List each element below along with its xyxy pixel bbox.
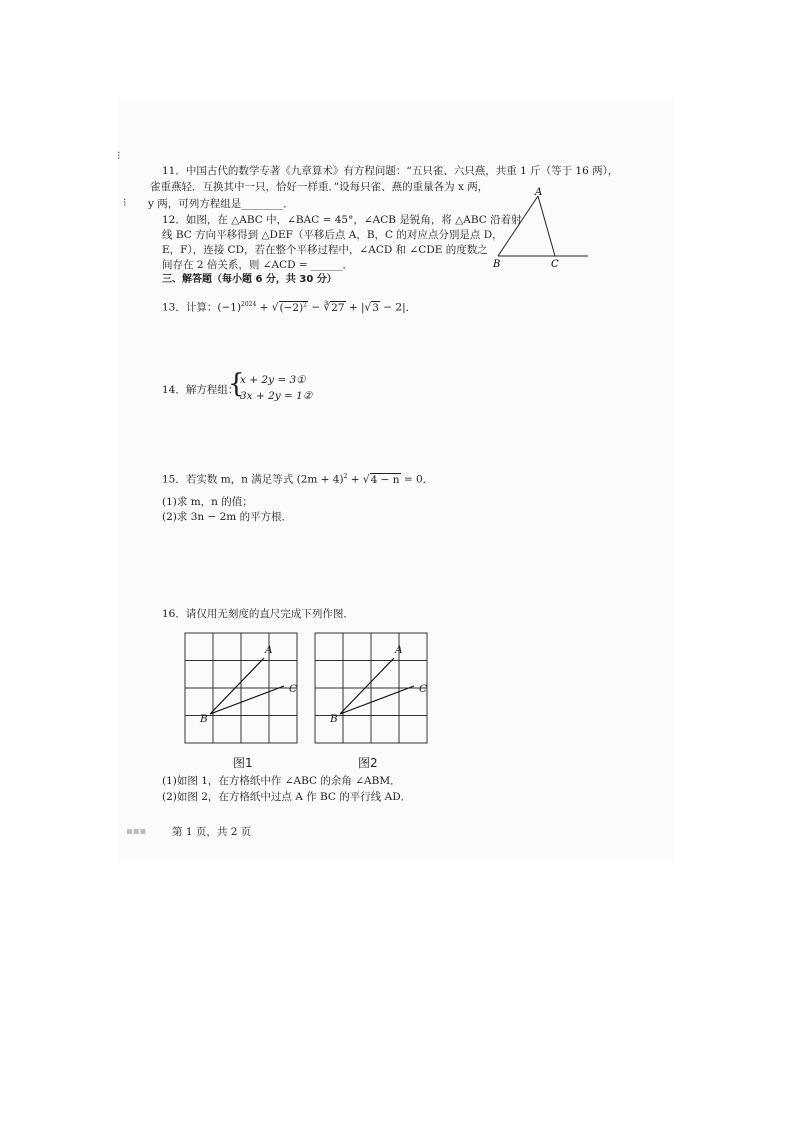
fig2-label-c: C bbox=[419, 683, 428, 695]
q12-line-1: 12．如图，在 △ABC 中，∠BAC = 45°，∠ACB 是锐角，将 △ABC 沿着射 bbox=[162, 214, 522, 226]
q13-radicand-2: 27 bbox=[331, 301, 345, 314]
q13-exponent-2: 2 bbox=[303, 301, 307, 308]
q15-part-1: (1)求 m，n 的值； bbox=[162, 496, 253, 508]
q12-line-3: E，F），连接 CD，若在整个平移过程中，∠ACD 和 ∠CDE 的度数之 bbox=[162, 244, 488, 256]
q15-statement bbox=[162, 470, 433, 487]
q12-label-a: A bbox=[535, 187, 543, 198]
q12-label-b: B bbox=[493, 259, 501, 270]
margin-tick-mark: ⁝ bbox=[123, 196, 127, 209]
q12-triangle-figure bbox=[488, 186, 594, 272]
q14-equation-2: 3x + 2y = 1② bbox=[240, 390, 313, 402]
fig1-label-c: C bbox=[289, 683, 298, 695]
footer-faint-mark: ▪▪▪ bbox=[126, 826, 147, 837]
fig2-segment-ba bbox=[340, 658, 394, 714]
fig1-label-b: B bbox=[200, 713, 208, 725]
fig2-segment-bc bbox=[340, 686, 414, 714]
q13-expression bbox=[162, 298, 416, 315]
q11-line-3: y 两，可列方程组是________． bbox=[148, 198, 294, 210]
q13-abs-close: − 2|． bbox=[379, 301, 417, 314]
q11-line-2: 雀重燕轻．互换其中一只，恰好一样重．”设每只雀、燕的重量各为 x 两， bbox=[150, 181, 489, 193]
q16-part-2: (2)如图 2，在方格纸中过点 A 作 BC 的平行线 AD． bbox=[162, 791, 412, 803]
q13-radicand-1 bbox=[279, 301, 309, 314]
q16-figure-1-grid bbox=[184, 632, 304, 746]
q15-suffix: = 0． bbox=[400, 473, 434, 486]
q15-prefix: 15．若实数 m，n 满足等式 (2m + 4) bbox=[162, 473, 344, 486]
q12-label-c: C bbox=[551, 259, 559, 270]
fig2-caption: 图2 bbox=[358, 756, 378, 770]
q13-sqrt-sign: + √ bbox=[256, 301, 279, 314]
q15-part-2: (2)求 3n − 2m 的平方根． bbox=[162, 511, 293, 523]
q15-sqrt-sign: + √ bbox=[347, 473, 370, 486]
q13-abs-open: + |√ bbox=[345, 301, 372, 314]
q13-cbrt-sign: − ∛ bbox=[308, 301, 331, 314]
q12-side-ac bbox=[538, 196, 555, 256]
q12-line-4: 间存在 2 倍关系，则 ∠ACD = ______． bbox=[162, 259, 353, 271]
fig1-segment-bc bbox=[210, 686, 284, 714]
q14-equation-1: x + 2y = 3① bbox=[240, 374, 306, 386]
section-3-heading: 三、解答题（每小题 6 分，共 30 分） bbox=[162, 274, 337, 285]
q12-line-2: 线 BC 方向平移得到 △DEF（平移后点 A，B，C 的对应点分别是点 D， bbox=[162, 229, 503, 241]
q13-prefix: 13．计算： bbox=[162, 301, 218, 314]
q13-exponent-1: 2024 bbox=[241, 301, 257, 308]
q16-title: 16．请仅用无刻度的直尺完成下列作图． bbox=[162, 608, 354, 620]
fig1-caption: 图1 bbox=[233, 756, 253, 770]
q15-radicand: 4 − n bbox=[370, 473, 400, 486]
q13-radicand-1-base: (−2) bbox=[279, 301, 304, 314]
q14-brace: { bbox=[228, 369, 245, 399]
fig2-label-b: B bbox=[330, 713, 338, 725]
q12-side-ab bbox=[498, 196, 538, 256]
q13-term-1: (−1) bbox=[217, 301, 242, 314]
fig2-label-a: A bbox=[395, 644, 403, 656]
q16-part-1: (1)如图 1，在方格纸中作 ∠ABC 的余角 ∠ABM． bbox=[162, 775, 401, 787]
q15-exponent: 2 bbox=[343, 473, 348, 480]
q14-prefix: 14．解方程组： bbox=[162, 384, 239, 396]
q11-line-1: 11．中国古代的数学专著《九章算术》有方程问题：“五只雀、六只燕，共重 1 斤（等于 16 两）， bbox=[162, 165, 619, 177]
fig1-segment-ba bbox=[210, 658, 264, 714]
margin-tick-mark: ⁝ bbox=[117, 149, 121, 162]
q13-radicand-3: 3 bbox=[372, 301, 379, 314]
page-footer: 第 1 页，共 2 页 bbox=[172, 826, 252, 838]
q16-figure-2-grid bbox=[314, 632, 434, 746]
fig1-label-a: A bbox=[265, 644, 273, 656]
